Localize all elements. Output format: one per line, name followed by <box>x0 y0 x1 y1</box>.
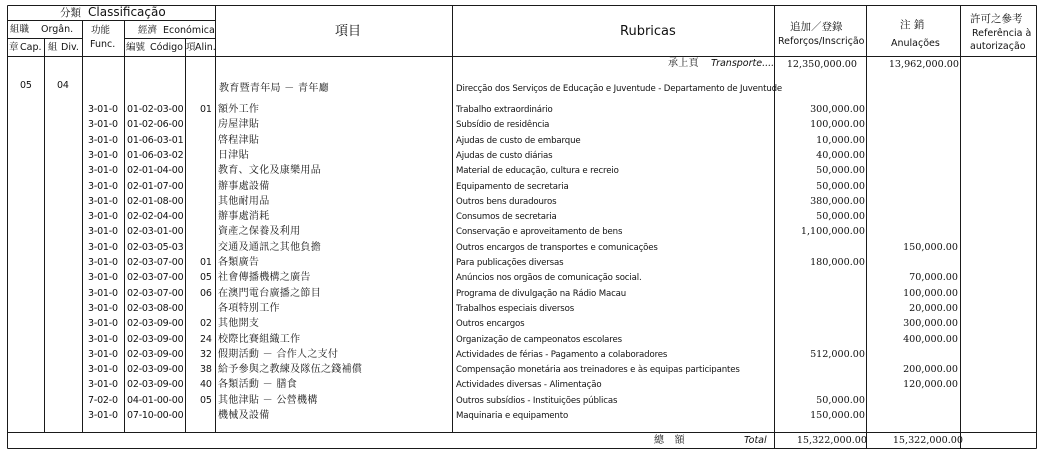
total-label-pt: Total <box>744 435 767 446</box>
organica-pt: Orgân. <box>41 24 74 35</box>
row-code: 01-02-06-00 <box>127 119 184 130</box>
row-code: 02-02-04-00 <box>127 211 184 222</box>
row-code: 02-03-07-00 <box>127 257 184 268</box>
row-reforcos: 512,000.00 <box>810 349 865 360</box>
row-code: 02-03-09-00 <box>127 364 184 375</box>
cap-cn: 章 <box>9 42 19 53</box>
department-div: 04 <box>57 80 69 91</box>
row-anulacoes: 300,000.00 <box>903 318 958 329</box>
department-name-cn: 教育暨青年局 － 青年廳 <box>219 83 329 94</box>
row-reforcos: 100,000.00 <box>810 119 865 130</box>
row-code: 02-03-01-00 <box>127 226 184 237</box>
row-item-cn: 假期活動 － 合作人之支付 <box>218 349 339 360</box>
row-alinea: 01 <box>200 257 212 268</box>
row-func: 3-01-0 <box>88 318 118 329</box>
reforcos-header-cn: 追加／登錄 <box>790 21 843 33</box>
row-item-cn: 其他津貼 － 公營機構 <box>218 395 318 406</box>
row-code: 02-01-07-00 <box>127 181 184 192</box>
transport-anulacoes: 13,962,000.00 <box>888 59 959 70</box>
row-reforcos: 1,100,000.00 <box>800 226 865 237</box>
row-item-cn: 房屋津貼 <box>218 119 260 130</box>
row-rubrica-pt: Organização de campeonatos escolares <box>456 335 622 345</box>
row-alinea: 24 <box>200 334 212 345</box>
economica-cn: 經濟 <box>138 25 158 36</box>
row-anulacoes: 100,000.00 <box>903 288 958 299</box>
referencia-header-pt2: autorização <box>970 41 1026 52</box>
func-pt: Func. <box>90 39 116 50</box>
row-anulacoes: 150,000.00 <box>903 242 958 253</box>
row-rubrica-pt: Outros encargos de transportes e comunicações <box>456 243 658 253</box>
row-func: 3-01-0 <box>88 242 118 253</box>
row-code: 02-03-08-00 <box>127 303 184 314</box>
row-func: 3-01-0 <box>88 364 118 375</box>
row-reforcos: 10,000.00 <box>816 135 865 146</box>
row-rubrica-pt: Compensação monetária aos treinadores e às equipas participantes <box>456 365 740 375</box>
row-code: 01-06-03-01 <box>127 135 184 146</box>
anulacoes-header-cn: 注 銷 <box>900 19 925 31</box>
row-code: 07-10-00-00 <box>127 410 184 421</box>
row-func: 3-01-0 <box>88 226 118 237</box>
row-code: 02-01-04-00 <box>127 165 184 176</box>
row-item-cn: 辦事處設備 <box>218 181 270 192</box>
row-rubrica-pt: Ajudas de custo de embarque <box>456 136 581 146</box>
row-rubrica-pt: Conservação e aproveitamento de bens <box>456 227 623 237</box>
alin-cn: 項 <box>186 42 196 53</box>
row-item-cn: 在澳門電台廣播之節目 <box>218 288 321 299</box>
row-code: 02-03-09-00 <box>127 379 184 390</box>
organica-cn: 組職 <box>10 24 30 35</box>
row-anulacoes: 70,000.00 <box>909 272 958 283</box>
row-code: 02-01-08-00 <box>127 196 184 207</box>
row-rubrica-pt: Actividades de férias - Pagamento a colaboradores <box>456 350 668 360</box>
row-rubrica-pt: Outros subsídios - Instituições públicas <box>456 396 618 406</box>
rubricas-header: Rubricas <box>620 24 676 39</box>
row-item-cn: 社會傳播機構之廣告 <box>218 272 311 283</box>
transport-label-pt: Transporte.... <box>711 58 775 69</box>
row-code: 04-01-00-00 <box>127 395 184 406</box>
row-code: 02-03-09-00 <box>127 349 184 360</box>
row-reforcos: 180,000.00 <box>810 257 865 268</box>
row-item-cn: 教育、文化及康樂用品 <box>218 165 321 176</box>
row-code: 02-03-09-00 <box>127 318 184 329</box>
row-func: 3-01-0 <box>88 135 118 146</box>
row-item-cn: 辦事處消耗 <box>218 211 270 222</box>
row-reforcos: 50,000.00 <box>816 211 865 222</box>
row-rubrica-pt: Trabalho extraordinário <box>456 105 553 115</box>
row-func: 3-01-0 <box>88 288 118 299</box>
transport-label-cn: 承上頁 <box>668 58 699 69</box>
row-func: 3-01-0 <box>88 104 118 115</box>
row-alinea: 05 <box>200 272 212 283</box>
row-alinea: 38 <box>200 364 212 375</box>
row-alinea: 02 <box>200 318 212 329</box>
total-label-cn: 總 額 <box>654 435 685 446</box>
transport-reforcos: 12,350,000.00 <box>786 59 857 70</box>
row-rubrica-pt: Equipamento de secretaria <box>456 182 569 192</box>
classificacao-cn: 分類 <box>60 7 81 19</box>
row-reforcos: 50,000.00 <box>816 181 865 192</box>
item-header-cn: 項目 <box>335 24 362 39</box>
row-reforcos: 50,000.00 <box>816 395 865 406</box>
row-code: 02-03-09-00 <box>127 334 184 345</box>
row-item-cn: 機械及設備 <box>218 410 270 421</box>
row-func: 3-01-0 <box>88 211 118 222</box>
row-item-cn: 日津貼 <box>218 150 249 161</box>
row-rubrica-pt: Para publicações diversas <box>456 258 564 268</box>
row-func: 3-01-0 <box>88 257 118 268</box>
row-func: 3-01-0 <box>88 334 118 345</box>
row-reforcos: 380,000.00 <box>810 196 865 207</box>
row-reforcos: 50,000.00 <box>816 165 865 176</box>
department-cap: 05 <box>20 80 32 91</box>
row-rubrica-pt: Programa de divulgação na Rádio Macau <box>456 289 627 299</box>
referencia-header-cn: 許可之參考 <box>970 13 1023 25</box>
row-item-cn: 交通及通訊之其他負擔 <box>218 242 321 253</box>
row-func: 3-01-0 <box>88 349 118 360</box>
row-anulacoes: 400,000.00 <box>903 334 958 345</box>
anulacoes-header-pt: Anulações <box>891 38 940 49</box>
row-rubrica-pt: Consumos de secretaria <box>456 212 557 222</box>
row-alinea: 01 <box>200 104 212 115</box>
row-func: 3-01-0 <box>88 119 118 130</box>
row-anulacoes: 200,000.00 <box>903 364 958 375</box>
row-item-cn: 校際比賽組織工作 <box>218 334 301 345</box>
row-item-cn: 給予參與之教練及隊伍之錢補償 <box>218 364 363 375</box>
cap-pt: Cap. <box>20 42 42 53</box>
codigo-cn: 編號 <box>126 42 146 53</box>
row-rubrica-pt: Anúncios nos orgãos de comunicação social. <box>456 273 642 283</box>
total-reforcos: 15,322,000.00 <box>796 435 867 446</box>
row-func: 3-01-0 <box>88 165 118 176</box>
row-func: 3-01-0 <box>88 181 118 192</box>
row-rubrica-pt: Maquinaria e equipamento <box>456 411 569 421</box>
row-alinea: 05 <box>200 395 212 406</box>
codigo-pt: Código <box>150 42 183 53</box>
row-item-cn: 其他開支 <box>218 318 260 329</box>
row-item-cn: 各項特別工作 <box>218 303 280 314</box>
row-func: 3-01-0 <box>88 272 118 283</box>
row-rubrica-pt: Material de educação, cultura e recreio <box>456 166 619 176</box>
row-code: 01-06-03-02 <box>127 150 184 161</box>
row-rubrica-pt: Actividades diversas - Alimentação <box>456 380 602 390</box>
row-item-cn: 其他耐用品 <box>218 196 270 207</box>
row-func: 7-02-0 <box>88 395 118 406</box>
row-reforcos: 150,000.00 <box>810 410 865 421</box>
reforcos-header-pt: Reforços/Inscrição <box>778 36 865 47</box>
row-reforcos: 300,000.00 <box>810 104 865 115</box>
classificacao-pt: Classificação <box>88 5 166 19</box>
row-item-cn: 啓程津貼 <box>218 135 260 146</box>
div-cn: 組 <box>48 42 58 53</box>
row-rubrica-pt: Subsídio de residência <box>456 120 550 130</box>
row-rubrica-pt: Outros encargos <box>456 319 525 329</box>
row-func: 3-01-0 <box>88 303 118 314</box>
row-item-cn: 各類活動 － 膳食 <box>218 379 298 390</box>
row-code: 01-02-03-00 <box>127 104 184 115</box>
row-alinea: 32 <box>200 349 212 360</box>
row-rubrica-pt: Trabalhos especiais diversos <box>456 304 575 314</box>
row-rubrica-pt: Outros bens duradouros <box>456 197 557 207</box>
row-item-cn: 額外工作 <box>218 104 260 115</box>
row-alinea: 06 <box>200 288 212 299</box>
total-anulacoes: 15,322,000.00 <box>892 435 963 446</box>
row-func: 3-01-0 <box>88 150 118 161</box>
alin-pt: Alin. <box>195 42 216 53</box>
row-code: 02-03-07-00 <box>127 288 184 299</box>
row-func: 3-01-0 <box>88 379 118 390</box>
referencia-header-pt1: Referência à <box>972 28 1032 39</box>
row-func: 3-01-0 <box>88 196 118 207</box>
row-anulacoes: 20,000.00 <box>909 303 958 314</box>
func-cn: 功能 <box>91 25 111 36</box>
row-code: 02-03-05-03 <box>127 242 184 253</box>
row-alinea: 40 <box>200 379 212 390</box>
div-pt: Div. <box>61 42 79 53</box>
department-name-pt: Direcção dos Serviços de Educação e Juventude - Departamento de Juventude <box>456 84 783 94</box>
row-code: 02-03-07-00 <box>127 272 184 283</box>
row-rubrica-pt: Ajudas de custo diárias <box>456 151 553 161</box>
row-reforcos: 40,000.00 <box>816 150 865 161</box>
row-anulacoes: 120,000.00 <box>903 379 958 390</box>
row-func: 3-01-0 <box>88 410 118 421</box>
economica-pt: Económica <box>163 25 215 36</box>
row-item-cn: 資產之保養及利用 <box>218 226 301 237</box>
row-item-cn: 各類廣告 <box>218 257 260 268</box>
